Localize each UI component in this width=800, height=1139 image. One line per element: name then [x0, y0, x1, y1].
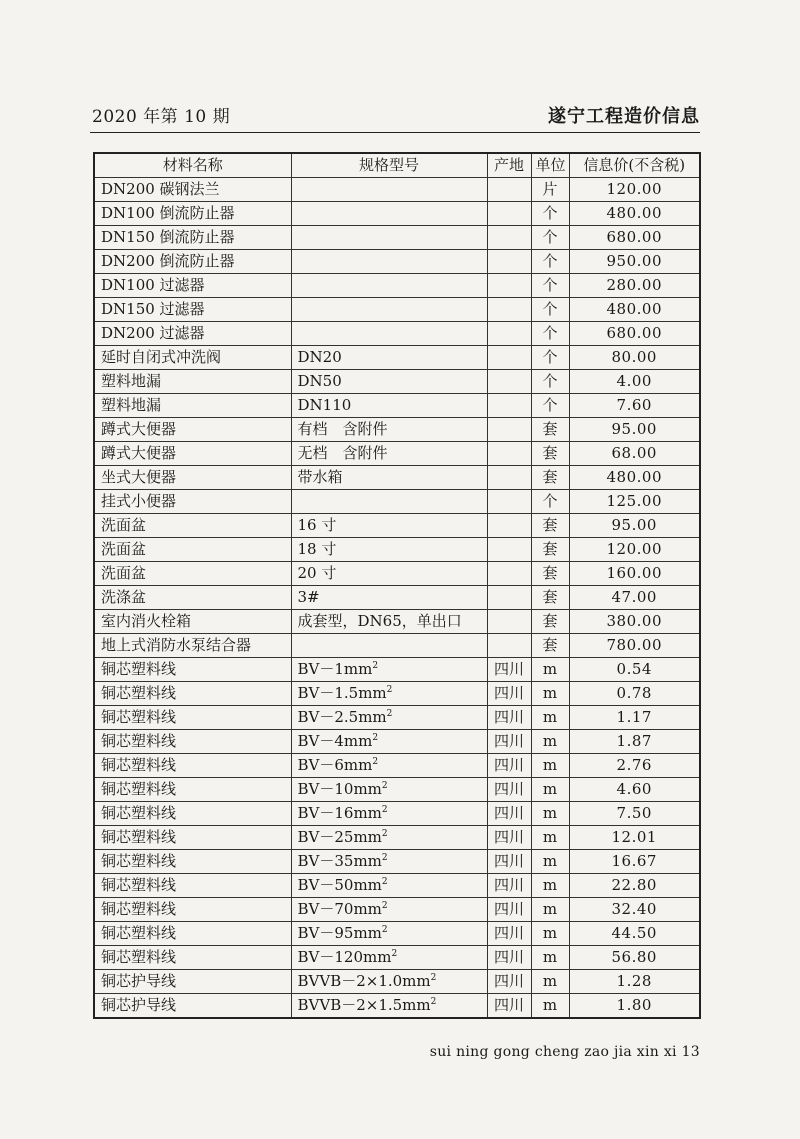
table-row	[94, 682, 700, 706]
cell-material-name: 洗面盆	[94, 562, 291, 586]
cell-material-name: DN200 碳钢法兰	[94, 178, 291, 202]
cell-spec	[291, 946, 487, 970]
cell-material-name: 铜芯塑料线	[94, 754, 291, 778]
cell-origin	[487, 514, 531, 538]
cell-origin	[487, 586, 531, 610]
cell-unit: 片	[531, 178, 569, 202]
cell-price: 80.00	[569, 346, 700, 370]
cell-spec-text: 带水箱	[297, 468, 343, 486]
cell-spec-superscript: 2	[386, 709, 393, 719]
cell-origin	[487, 250, 531, 274]
table-row	[94, 946, 700, 970]
cell-price: 120.00	[569, 178, 700, 202]
cell-spec-text: BV－16mm	[297, 804, 382, 822]
cell-price: 2.76	[569, 754, 700, 778]
cell-origin	[487, 538, 531, 562]
cell-price: 44.50	[569, 922, 700, 946]
cell-origin: 四川	[487, 922, 531, 946]
cell-material-name: 延时自闭式冲洗阀	[94, 346, 291, 370]
cell-spec	[291, 490, 487, 514]
cell-origin: 四川	[487, 994, 531, 1019]
cell-spec-text: BV－120mm	[297, 948, 392, 966]
cell-material-name: 铜芯塑料线	[94, 658, 291, 682]
cell-spec	[291, 754, 487, 778]
cell-material-name: DN100 倒流防止器	[94, 202, 291, 226]
table-body	[94, 178, 700, 1019]
table-row	[94, 634, 700, 658]
cell-material-name: 铜芯塑料线	[94, 946, 291, 970]
table-row	[94, 898, 700, 922]
cell-price: 16.67	[569, 850, 700, 874]
cell-material-name: 洗面盆	[94, 538, 291, 562]
cell-unit: m	[531, 898, 569, 922]
cell-price: 95.00	[569, 514, 700, 538]
cell-spec-superscript: 2	[372, 661, 379, 671]
cell-unit: 个	[531, 274, 569, 298]
cell-spec-text: BV－95mm	[297, 924, 382, 942]
cell-unit: 个	[531, 202, 569, 226]
cell-origin: 四川	[487, 754, 531, 778]
cell-unit: 个	[531, 226, 569, 250]
cell-unit: 套	[531, 610, 569, 634]
cell-origin: 四川	[487, 682, 531, 706]
cell-spec	[291, 658, 487, 682]
cell-spec-text: BV－6mm	[297, 756, 373, 774]
cell-origin	[487, 610, 531, 634]
cell-unit: 个	[531, 370, 569, 394]
table-row	[94, 538, 700, 562]
cell-origin	[487, 298, 531, 322]
cell-material-name: 铜芯塑料线	[94, 682, 291, 706]
cell-price: 7.60	[569, 394, 700, 418]
table-row	[94, 754, 700, 778]
cell-price: 380.00	[569, 610, 700, 634]
cell-material-name: 塑料地漏	[94, 370, 291, 394]
cell-spec-superscript: 2	[391, 949, 398, 959]
cell-origin: 四川	[487, 730, 531, 754]
cell-material-name: 铜芯护导线	[94, 994, 291, 1019]
cell-price: 68.00	[569, 442, 700, 466]
table-row	[94, 826, 700, 850]
table-row	[94, 658, 700, 682]
table-row	[94, 370, 700, 394]
cell-material-name: 地上式消防水泵结合器	[94, 634, 291, 658]
cell-spec	[291, 610, 487, 634]
cell-unit: m	[531, 754, 569, 778]
cell-unit: 个	[531, 490, 569, 514]
cell-price: 56.80	[569, 946, 700, 970]
cell-spec-text: 16 寸	[297, 516, 337, 534]
cell-spec	[291, 346, 487, 370]
footer-page-text: sui ning gong cheng zao jia xin xi 13	[429, 1044, 700, 1060]
table-row	[94, 874, 700, 898]
cell-price: 0.54	[569, 658, 700, 682]
cell-price: 0.78	[569, 682, 700, 706]
cell-origin: 四川	[487, 802, 531, 826]
cell-origin	[487, 274, 531, 298]
cell-spec-superscript: 2	[430, 997, 437, 1007]
cell-price: 7.50	[569, 802, 700, 826]
cell-spec	[291, 466, 487, 490]
cell-spec-text: BV－25mm	[297, 828, 382, 846]
cell-spec	[291, 778, 487, 802]
cell-spec	[291, 322, 487, 346]
cell-origin: 四川	[487, 898, 531, 922]
cell-unit: 个	[531, 250, 569, 274]
cell-price: 1.87	[569, 730, 700, 754]
cell-spec-text: BV－10mm	[297, 780, 382, 798]
table-header-row	[94, 153, 700, 178]
cell-origin	[487, 370, 531, 394]
table-row	[94, 922, 700, 946]
cell-unit: 个	[531, 394, 569, 418]
cell-unit: m	[531, 778, 569, 802]
cell-origin	[487, 226, 531, 250]
issue-label: 2020 年第 10 期	[92, 107, 231, 127]
table-row	[94, 970, 700, 994]
table-row	[94, 442, 700, 466]
cell-spec	[291, 178, 487, 202]
cell-spec-superscript: 2	[386, 685, 393, 695]
cell-origin: 四川	[487, 946, 531, 970]
cell-origin: 四川	[487, 874, 531, 898]
cell-spec-text: 成套型，DN65，单出口	[297, 612, 462, 630]
cell-spec-text: 无档 含附件	[297, 444, 388, 462]
table-row	[94, 394, 700, 418]
cell-spec	[291, 274, 487, 298]
table-row	[94, 514, 700, 538]
cell-spec	[291, 826, 487, 850]
cell-material-name: 铜芯塑料线	[94, 802, 291, 826]
table-row	[94, 322, 700, 346]
cell-price: 4.00	[569, 370, 700, 394]
cell-origin	[487, 442, 531, 466]
cell-unit: m	[531, 730, 569, 754]
cell-spec	[291, 730, 487, 754]
cell-price: 32.40	[569, 898, 700, 922]
table-row	[94, 994, 700, 1019]
cell-material-name: 铜芯塑料线	[94, 874, 291, 898]
table-row	[94, 346, 700, 370]
cell-price: 125.00	[569, 490, 700, 514]
cell-price: 1.80	[569, 994, 700, 1019]
cell-origin	[487, 562, 531, 586]
cell-origin: 四川	[487, 706, 531, 730]
table-row	[94, 562, 700, 586]
cell-origin: 四川	[487, 970, 531, 994]
cell-unit: 套	[531, 514, 569, 538]
cell-spec	[291, 250, 487, 274]
cell-unit: m	[531, 658, 569, 682]
column-header-unit: 单位	[531, 153, 569, 178]
cell-spec	[291, 634, 487, 658]
cell-spec-superscript: 2	[381, 781, 388, 791]
column-header-spec: 规格型号	[291, 153, 487, 178]
cell-spec	[291, 994, 487, 1019]
cell-material-name: 坐式大便器	[94, 466, 291, 490]
cell-origin: 四川	[487, 778, 531, 802]
table-row	[94, 418, 700, 442]
cell-unit: 套	[531, 418, 569, 442]
cell-unit: m	[531, 946, 569, 970]
cell-unit: m	[531, 826, 569, 850]
cell-unit: 套	[531, 586, 569, 610]
cell-material-name: 铜芯塑料线	[94, 850, 291, 874]
cell-spec-text: BV－1mm	[297, 660, 373, 678]
cell-unit: m	[531, 802, 569, 826]
table-row	[94, 586, 700, 610]
cell-price: 480.00	[569, 298, 700, 322]
cell-spec-text: 有档 含附件	[297, 420, 388, 438]
cell-price: 120.00	[569, 538, 700, 562]
cell-price: 780.00	[569, 634, 700, 658]
publication-title: 遂宁工程造价信息	[548, 106, 700, 127]
cell-unit: 套	[531, 466, 569, 490]
table-row	[94, 706, 700, 730]
price-table	[93, 152, 701, 1019]
cell-spec-superscript: 2	[381, 901, 388, 911]
cell-spec-superscript: 2	[381, 877, 388, 887]
cell-unit: m	[531, 682, 569, 706]
cell-material-name: 铜芯塑料线	[94, 922, 291, 946]
cell-origin: 四川	[487, 850, 531, 874]
cell-material-name: 铜芯塑料线	[94, 898, 291, 922]
cell-spec	[291, 850, 487, 874]
cell-origin: 四川	[487, 826, 531, 850]
cell-spec-text: 20 寸	[297, 564, 337, 582]
cell-spec-text: BV－70mm	[297, 900, 382, 918]
cell-origin	[487, 634, 531, 658]
cell-material-name: 铜芯塑料线	[94, 730, 291, 754]
cell-origin	[487, 394, 531, 418]
table-row	[94, 250, 700, 274]
cell-spec-text: BV－35mm	[297, 852, 382, 870]
cell-unit: m	[531, 994, 569, 1019]
table-row	[94, 490, 700, 514]
cell-spec	[291, 514, 487, 538]
cell-origin	[487, 178, 531, 202]
cell-material-name: DN200 过滤器	[94, 322, 291, 346]
cell-spec	[291, 586, 487, 610]
cell-spec	[291, 706, 487, 730]
cell-unit: 个	[531, 298, 569, 322]
table-row	[94, 850, 700, 874]
cell-spec	[291, 370, 487, 394]
cell-spec	[291, 394, 487, 418]
cell-spec	[291, 202, 487, 226]
cell-spec	[291, 298, 487, 322]
cell-unit: m	[531, 922, 569, 946]
cell-material-name: 挂式小便器	[94, 490, 291, 514]
cell-unit: m	[531, 970, 569, 994]
table-row	[94, 274, 700, 298]
cell-material-name: 铜芯塑料线	[94, 706, 291, 730]
cell-spec-text: DN110	[297, 396, 352, 414]
cell-spec	[291, 442, 487, 466]
cell-spec	[291, 922, 487, 946]
table-row	[94, 778, 700, 802]
cell-spec-text: BV－2.5mm	[297, 708, 387, 726]
cell-unit: 个	[531, 346, 569, 370]
cell-origin	[487, 418, 531, 442]
cell-material-name: 铜芯护导线	[94, 970, 291, 994]
cell-spec-text: BV－4mm	[297, 732, 373, 750]
cell-price: 280.00	[569, 274, 700, 298]
cell-price: 680.00	[569, 226, 700, 250]
cell-spec-text: DN20	[297, 348, 342, 366]
cell-price: 47.00	[569, 586, 700, 610]
table-row	[94, 802, 700, 826]
cell-origin	[487, 322, 531, 346]
cell-unit: 套	[531, 562, 569, 586]
cell-price: 12.01	[569, 826, 700, 850]
table-row	[94, 178, 700, 202]
cell-spec-superscript: 2	[381, 829, 388, 839]
column-header-price: 信息价(不含税)	[569, 153, 700, 178]
cell-material-name: 铜芯塑料线	[94, 778, 291, 802]
cell-spec-text: BVVB－2×1.5mm	[297, 996, 431, 1014]
cell-spec	[291, 898, 487, 922]
cell-material-name: DN150 倒流防止器	[94, 226, 291, 250]
cell-price: 95.00	[569, 418, 700, 442]
cell-origin	[487, 466, 531, 490]
table-row	[94, 298, 700, 322]
cell-material-name: 洗面盆	[94, 514, 291, 538]
cell-origin	[487, 346, 531, 370]
cell-material-name: DN150 过滤器	[94, 298, 291, 322]
cell-price: 480.00	[569, 202, 700, 226]
cell-spec	[291, 538, 487, 562]
cell-unit: 套	[531, 634, 569, 658]
cell-price: 480.00	[569, 466, 700, 490]
cell-material-name: DN100 过滤器	[94, 274, 291, 298]
cell-price: 160.00	[569, 562, 700, 586]
cell-material-name: 塑料地漏	[94, 394, 291, 418]
cell-unit: m	[531, 850, 569, 874]
cell-price: 1.17	[569, 706, 700, 730]
cell-spec-superscript: 2	[430, 973, 437, 983]
table-row	[94, 610, 700, 634]
cell-spec-superscript: 2	[381, 805, 388, 815]
cell-spec-superscript: 2	[381, 925, 388, 935]
cell-material-name: 铜芯塑料线	[94, 826, 291, 850]
cell-origin	[487, 202, 531, 226]
cell-spec-superscript: 2	[381, 853, 388, 863]
table-row	[94, 202, 700, 226]
cell-spec	[291, 226, 487, 250]
cell-spec	[291, 874, 487, 898]
cell-spec	[291, 562, 487, 586]
column-header-origin: 产地	[487, 153, 531, 178]
cell-spec-text: 3#	[297, 588, 320, 606]
cell-material-name: DN200 倒流防止器	[94, 250, 291, 274]
cell-spec	[291, 418, 487, 442]
cell-material-name: 蹲式大便器	[94, 418, 291, 442]
cell-price: 1.28	[569, 970, 700, 994]
cell-origin	[487, 490, 531, 514]
cell-spec-text: BV－1.5mm	[297, 684, 387, 702]
cell-material-name: 室内消火栓箱	[94, 610, 291, 634]
cell-spec	[291, 802, 487, 826]
cell-unit: 套	[531, 442, 569, 466]
cell-spec	[291, 970, 487, 994]
cell-material-name: 洗涤盆	[94, 586, 291, 610]
cell-unit: 套	[531, 538, 569, 562]
cell-material-name: 蹲式大便器	[94, 442, 291, 466]
cell-spec-superscript: 2	[372, 733, 379, 743]
cell-price: 22.80	[569, 874, 700, 898]
cell-spec-text: BV－50mm	[297, 876, 382, 894]
table-row	[94, 466, 700, 490]
header-divider	[90, 132, 700, 133]
cell-price: 950.00	[569, 250, 700, 274]
table-row	[94, 226, 700, 250]
cell-spec-text: 18 寸	[297, 540, 337, 558]
cell-spec	[291, 682, 487, 706]
cell-unit: 个	[531, 322, 569, 346]
price-table-container	[93, 152, 699, 1019]
cell-spec-text: DN50	[297, 372, 342, 390]
cell-spec-text: BVVB－2×1.0mm	[297, 972, 431, 990]
cell-unit: m	[531, 874, 569, 898]
cell-unit: m	[531, 706, 569, 730]
cell-origin: 四川	[487, 658, 531, 682]
cell-price: 680.00	[569, 322, 700, 346]
column-header-name: 材料名称	[94, 153, 291, 178]
cell-spec-superscript: 2	[372, 757, 379, 767]
cell-price: 4.60	[569, 778, 700, 802]
table-row	[94, 730, 700, 754]
